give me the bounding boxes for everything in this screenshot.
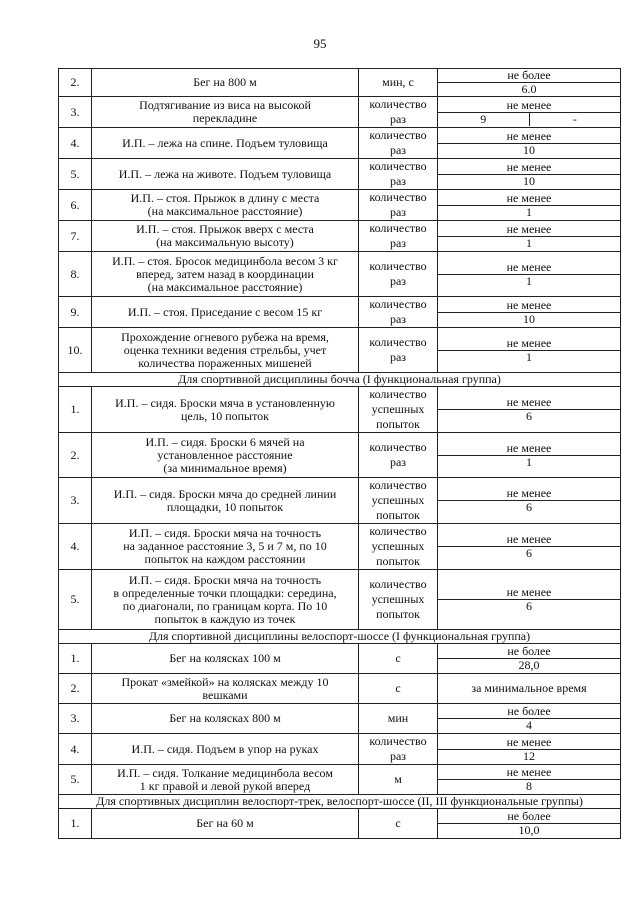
exercise-cell [92, 159, 359, 190]
unit-line: раз [389, 205, 407, 219]
row-number: 6. [59, 190, 92, 221]
norm-cell [438, 328, 621, 373]
table-row [59, 704, 621, 734]
row-number: 5. [59, 570, 92, 630]
norm-cell [438, 159, 621, 190]
exercise-line: в определенные точки площадки: середина, [113, 585, 337, 600]
norm-header: не менее [506, 765, 552, 779]
exercise-line: Бег на 800 м [193, 75, 257, 89]
norm-cell [438, 809, 621, 839]
exercise-line: И.П. – сидя. Броски мяча на точность [128, 526, 322, 540]
unit-line: количество [369, 221, 427, 235]
unit-cell [359, 570, 438, 630]
unit-cell [359, 644, 438, 674]
exercise-cell [92, 478, 359, 524]
exercise-line: Подтягивание из виса на высокой [139, 98, 311, 112]
unit-line: количество [369, 577, 427, 591]
row-number: 3. [59, 97, 92, 128]
norm-cell [438, 387, 621, 433]
norm-value: 10,0 [438, 823, 620, 837]
norm-cell [438, 524, 621, 570]
table-row [59, 159, 621, 190]
exercise-cell [92, 69, 359, 97]
unit-line: количество [369, 335, 427, 349]
row-number: 10. [59, 328, 92, 373]
exercise-cell [92, 328, 359, 373]
unit-line: с [395, 651, 401, 665]
norm-value: 6 [438, 500, 620, 514]
exercise-line: И.П. – сидя. Толкание медицинбола весом [117, 765, 333, 780]
unit-line: мин, с [382, 75, 414, 89]
norm-cell [438, 252, 621, 297]
unit-cell [359, 524, 438, 570]
exercise-line: И.П. – стоя. Бросок медицинбола весом 3 кг [112, 253, 338, 268]
unit-wrap [361, 335, 435, 365]
norm-header: не менее [506, 734, 552, 749]
norm-cell: за минимальное время [438, 674, 621, 704]
exercise-cell [92, 674, 359, 704]
unit-cell [359, 252, 438, 297]
unit-cell [359, 128, 438, 159]
exercise-cell [92, 252, 359, 297]
row-number: 5. [59, 765, 92, 795]
row-number: 2. [59, 674, 92, 704]
table-row [59, 128, 621, 159]
exercise-line: вешками [202, 687, 248, 702]
unit-wrap [361, 97, 435, 127]
unit-line: с [395, 681, 401, 695]
exercise-line: И.П. – стоя. Приседание с весом 15 кг [127, 304, 323, 319]
norm-header: не более [507, 809, 551, 823]
unit-line: раз [389, 236, 407, 250]
unit-line: успешных [371, 539, 425, 553]
exercise-line: И.П. – стоя. Прыжок в длину с места [130, 191, 320, 205]
exercise-cell [92, 644, 359, 674]
exercise-cell [92, 387, 359, 433]
unit-cell [359, 69, 438, 97]
unit-line: раз [389, 143, 407, 157]
norm-cell [438, 478, 621, 524]
unit-line: успешных [371, 592, 425, 606]
unit-wrap [361, 297, 435, 327]
norm-header: не менее [506, 486, 552, 500]
unit-wrap [361, 524, 435, 569]
norm-value: 28,0 [438, 658, 620, 672]
unit-line: количество [369, 478, 427, 492]
exercise-line: И.П. – лежа на спине. Подъем туловища [122, 135, 328, 150]
exercise-line: на заданное расстояние 3, 5 и 7 м, по 10 [123, 539, 327, 553]
exercise-line: Прокат «змейкой» на колясках между 10 [121, 674, 329, 689]
exercise-cell [92, 765, 359, 795]
unit-line: количество [369, 297, 427, 311]
row-number: 1. [59, 387, 92, 433]
table-row [59, 644, 621, 674]
unit-line: раз [389, 350, 407, 364]
unit-wrap [361, 816, 435, 831]
unit-wrap [361, 478, 435, 523]
unit-line: попыток [376, 508, 420, 522]
unit-cell [359, 97, 438, 128]
unit-line: попыток [376, 554, 420, 568]
row-number: 5. [59, 159, 92, 190]
exercise-line: И.П. – сидя. Броски 6 мячей на [145, 434, 305, 449]
norms-table [58, 68, 621, 839]
unit-line: количество [369, 387, 427, 401]
unit-line: раз [389, 455, 407, 469]
row-number: 4. [59, 734, 92, 765]
norm-header: не менее [506, 259, 552, 274]
exercise-cell [92, 809, 359, 839]
unit-wrap [361, 772, 435, 787]
norm-value: 10 [438, 174, 620, 188]
table-row [59, 69, 621, 97]
unit-cell [359, 387, 438, 433]
norm-value: 1 [438, 205, 620, 219]
norm-header: не менее [506, 97, 552, 112]
exercise-cell [92, 97, 359, 128]
unit-cell [359, 190, 438, 221]
norm-header: не менее [506, 335, 552, 350]
row-number: 1. [59, 809, 92, 839]
norm-header: не менее [506, 221, 552, 236]
row-number: 4. [59, 524, 92, 570]
row-number: 3. [59, 704, 92, 734]
exercise-line: Бег на колясках 100 м [169, 651, 281, 665]
unit-line: с [395, 816, 401, 830]
unit-cell [359, 674, 438, 704]
norm-cell [438, 97, 621, 128]
unit-line: количество [369, 159, 427, 173]
norm-value: 6 [438, 409, 620, 423]
norm-cell [438, 765, 621, 795]
unit-line: количество [369, 190, 427, 204]
unit-cell [359, 809, 438, 839]
unit-line: успешных [371, 402, 425, 416]
unit-line: раз [389, 174, 407, 188]
exercise-line: И.П. – сидя. Броски мяча в установленную [115, 395, 335, 410]
exercise-cell [92, 297, 359, 328]
exercise-line: 1 кг правой и левой рукой вперед [139, 778, 311, 793]
table-row [59, 297, 621, 328]
unit-line: раз [389, 749, 407, 763]
table-row [59, 765, 621, 795]
norm-cell [438, 433, 621, 478]
exercise-line: И.П. – сидя. Броски мяча до средней линии [113, 486, 337, 501]
exercise-line: Прохождение огневого рубежа на время, [121, 329, 329, 344]
table-row [59, 674, 621, 704]
norm-cell [438, 69, 621, 97]
unit-line: попыток [376, 417, 420, 431]
table-row [59, 524, 621, 570]
unit-cell [359, 433, 438, 478]
unit-wrap [361, 734, 435, 764]
unit-line: мин [387, 711, 409, 725]
norm-cell [438, 704, 621, 734]
norm-values [438, 112, 620, 126]
unit-cell [359, 478, 438, 524]
norm-cell [438, 221, 621, 252]
table-row [59, 809, 621, 839]
norm-cell [438, 190, 621, 221]
norm-value: - [529, 113, 621, 126]
norm-value: 10 [438, 143, 620, 157]
table-row [59, 190, 621, 221]
norm-value: 6.0 [438, 82, 620, 96]
exercise-cell [92, 128, 359, 159]
table-row [59, 734, 621, 765]
norms-table-body [59, 69, 621, 839]
norm-header: не менее [506, 128, 552, 143]
exercise-line: (на максимальное расстояние) [147, 204, 303, 218]
norm-value: 10 [438, 312, 620, 326]
norm-header: не более [507, 644, 551, 658]
unit-wrap [361, 681, 435, 696]
table-row [59, 433, 621, 478]
norm-value: 8 [438, 779, 620, 793]
norm-cell [438, 570, 621, 630]
exercise-line: И.П. – стоя. Прыжок вверх с места [136, 222, 314, 236]
page-number: 95 [313, 36, 327, 51]
exercise-line: оценка техники ведения стрельбы, учет [123, 342, 327, 357]
unit-line: раз [389, 274, 407, 288]
row-number: 8. [59, 252, 92, 297]
table-row [59, 221, 621, 252]
row-number: 7. [59, 221, 92, 252]
norm-value: 12 [438, 749, 620, 763]
table-row [59, 328, 621, 373]
unit-cell [359, 765, 438, 795]
section-row [59, 630, 621, 644]
table-row [59, 252, 621, 297]
exercise-cell [92, 570, 359, 630]
unit-wrap [361, 221, 435, 251]
unit-wrap [361, 711, 435, 726]
exercise-cell [92, 190, 359, 221]
section-row [59, 373, 621, 387]
table-row [59, 570, 621, 630]
norm-value: 6 [438, 546, 620, 560]
exercise-cell [92, 704, 359, 734]
norm-header: не более [507, 704, 551, 718]
unit-line: м [394, 772, 402, 786]
unit-wrap [361, 259, 435, 289]
row-number: 3. [59, 478, 92, 524]
norm-value: 1 [438, 455, 620, 469]
norm-cell [438, 644, 621, 674]
unit-line: попыток [376, 607, 420, 621]
table-row [59, 387, 621, 433]
norm-header: не менее [506, 297, 552, 312]
unit-line: количество [369, 440, 427, 454]
unit-wrap [361, 190, 435, 220]
exercise-line: (за минимальное время) [163, 460, 287, 475]
exercise-line: И.П. – лежа на животе. Подъем туловища [118, 166, 332, 181]
exercise-line: по диагонали, по границам корта. По 10 [122, 598, 328, 613]
unit-line: успешных [371, 493, 425, 507]
exercise-line: И.П. – сидя. Броски мяча на точность [128, 572, 322, 587]
exercise-line: Бег на колясках 800 м [169, 711, 281, 725]
norm-value: 1 [438, 350, 620, 364]
row-number: 1. [59, 644, 92, 674]
row-number: 2. [59, 433, 92, 478]
norm-value: 1 [438, 274, 620, 288]
unit-line: раз [389, 312, 407, 326]
table-row [59, 478, 621, 524]
unit-line: количество [369, 97, 427, 111]
unit-wrap [361, 387, 435, 432]
norm-header: не менее [506, 532, 552, 546]
norm-header: не менее [506, 190, 552, 205]
exercise-line: установленное расстояние [157, 447, 293, 462]
norm-header: не менее [506, 440, 552, 455]
norm-header: не менее [506, 395, 552, 409]
exercise-cell [92, 433, 359, 478]
section-row [59, 795, 621, 809]
row-number: 2. [59, 69, 92, 97]
norm-value: 9 [480, 111, 487, 126]
exercise-cell [92, 524, 359, 570]
exercise-line: вперед, затем назад в координации [136, 266, 314, 281]
norm-value: 4 [438, 718, 620, 732]
exercise-line: перекладине [192, 111, 258, 125]
unit-cell [359, 159, 438, 190]
row-number: 4. [59, 128, 92, 159]
norm-value: 1 [438, 236, 620, 250]
unit-wrap [361, 159, 435, 189]
norm-header: не более [507, 68, 551, 82]
unit-line: количество [369, 524, 427, 538]
unit-cell [359, 704, 438, 734]
section-heading: Для спортивной дисциплины бочча (I функциональная группа) [59, 373, 621, 387]
norm-cell [438, 297, 621, 328]
exercise-line: площадки, 10 попыток [166, 499, 284, 514]
exercise-cell [92, 734, 359, 765]
unit-line: количество [369, 259, 427, 273]
row-number: 9. [59, 297, 92, 328]
unit-line: количество [369, 128, 427, 142]
unit-cell [359, 328, 438, 373]
section-heading: Для спортивной дисциплины велоспорт-шоссе (I функциональная группа) [59, 630, 621, 644]
norm-cell [438, 734, 621, 765]
unit-cell [359, 734, 438, 765]
exercise-line: И.П. – сидя. Подъем в упор на руках [131, 741, 319, 756]
exercise-line: цель, 10 попыток [180, 408, 270, 423]
exercise-line: попыток на каждом расстоянии [144, 552, 306, 566]
exercise-line: (на максимальную высоту) [156, 235, 294, 249]
exercise-line: Бег на 60 м [196, 816, 254, 830]
norm-value: 6 [438, 599, 620, 613]
unit-wrap [361, 577, 435, 622]
norm-cell [438, 128, 621, 159]
norm-header: не менее [506, 585, 552, 599]
exercise-line: количества пораженных мишеней [138, 355, 312, 370]
exercise-line: попыток в каждую из точек [154, 611, 296, 626]
section-heading: Для спортивных дисциплин велоспорт-трек, велоспорт-шоссе (II, III функциональные группы) [59, 795, 621, 809]
unit-cell [359, 297, 438, 328]
unit-wrap [361, 651, 435, 666]
unit-wrap [361, 75, 435, 90]
unit-line: раз [389, 112, 407, 126]
norm-header: не менее [506, 159, 552, 174]
unit-wrap [361, 128, 435, 158]
unit-line: количество [369, 734, 427, 748]
table-row [59, 97, 621, 128]
exercise-line: (на максимальное расстояние) [147, 279, 303, 294]
exercise-cell [92, 221, 359, 252]
unit-wrap [361, 440, 435, 470]
unit-cell [359, 221, 438, 252]
